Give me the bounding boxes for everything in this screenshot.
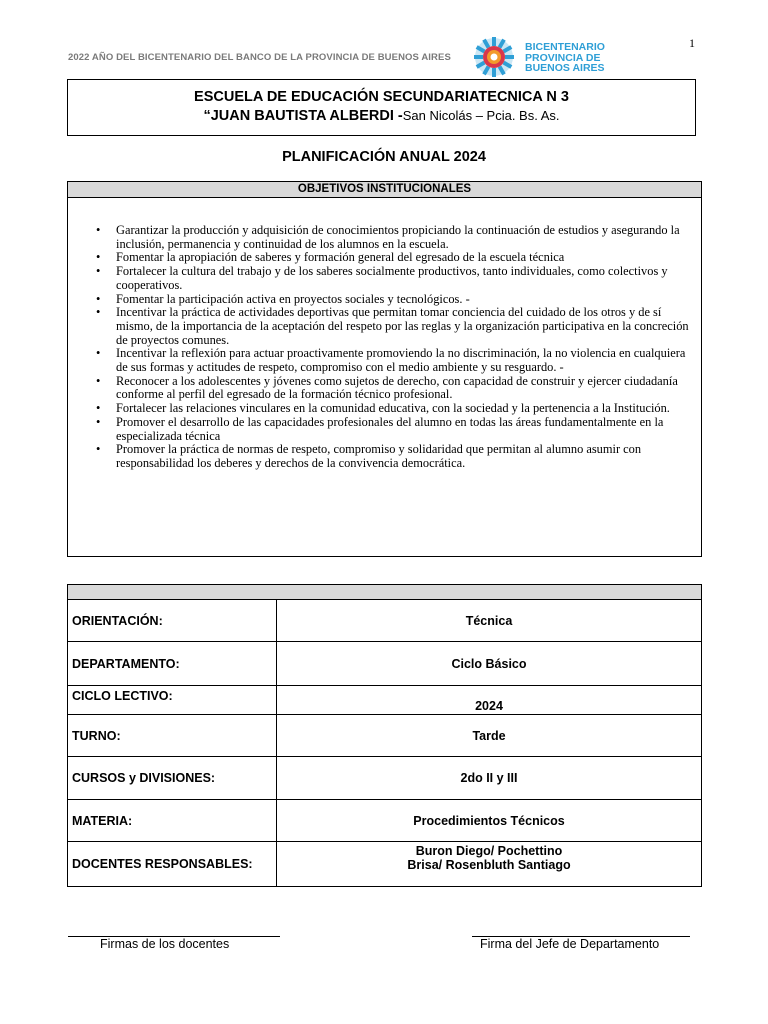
row-value: Técnica: [277, 600, 702, 642]
objective-item: • Incentivar la práctica de actividades deportivas que permitan tomar conciencia del cuidado de los otros y de sí mismo, de la importancia de la aceptación del respeto por las reglas y la organización participativa en la concreción de proyectos comunes.: [96, 306, 692, 347]
row-value: Procedimientos Técnicos: [277, 800, 702, 842]
table-row: [68, 842, 702, 887]
objective-item: • Incentivar la reflexión para actuar proactivamente promoviendo la no discriminación, la no violencia en cualquiera de sus formas y actitudes de respeto, compromiso con el medio ambiente y su resguardo. -: [96, 347, 692, 374]
page-number: 1: [689, 36, 695, 50]
row-label: MATERIA:: [68, 800, 277, 842]
table-row: [68, 686, 702, 715]
table-row: [68, 757, 702, 800]
page-title: PLANIFICACIÓN ANUAL 2024: [282, 149, 486, 165]
table-row: [68, 800, 702, 842]
signature-label-right: Firma del Jefe de Departamento: [480, 937, 660, 951]
row-label: DEPARTAMENTO:: [68, 642, 277, 686]
bicentenario-logo-text: [525, 42, 605, 74]
row-label: ORIENTACIÓN:: [68, 600, 277, 642]
row-label: CURSOS y DIVISIONES:: [68, 757, 277, 800]
school-subtitle-line: [68, 108, 695, 124]
row-value-line: Buron Diego/ Pochettino: [415, 844, 563, 858]
logo-line-1: BICENTENARIO: [525, 41, 605, 53]
objective-item: • Reconocer a los adolescentes y jóvenes como sujetos de derecho, con capacidad de construir y ejercer ciudadanía conforme al perfil del egresado de la formación técnico profesional.: [96, 375, 692, 402]
objective-item: • Garantizar la producción y adquisición de conocimientos propiciando la continuación de estudios y asegurando la inclusión, permanencia y continuidad de los alumnos en la escuela.: [96, 224, 692, 251]
course-info-table: [67, 584, 702, 887]
objective-item: • Promover el desarrollo de las capacidades profesionales del alumno en todas las áreas fundamentalmente en la especializada técnica: [96, 416, 692, 443]
row-value: Ciclo Básico: [277, 642, 702, 686]
table-header-cell: [68, 585, 702, 600]
objectives-heading: OBJETIVOS INSTITUCIONALES: [68, 182, 701, 198]
objective-item: • Fomentar la participación activa en proyectos sociales y tecnológicos. -: [96, 293, 692, 307]
table-row: [68, 600, 702, 642]
objective-item: • Fortalecer la cultura del trabajo y de los saberes socialmente productivos, tanto individuales, como colectivos y cooperativos.: [96, 265, 692, 292]
banner-text: 2022 AÑO DEL BICENTENARIO DEL BANCO DE LA PROVINCIA DE BUENOS AIRES: [68, 52, 451, 63]
objective-item: • Fortalecer las relaciones vinculares en la comunidad educativa, con la sociedad y la pertenencia a la Institución.: [96, 402, 692, 416]
row-label: DOCENTES RESPONSABLES:: [68, 842, 277, 887]
logo-line-2: PROVINCIA DE: [525, 51, 601, 64]
logo-line-3: BUENOS AIRES: [525, 62, 605, 74]
row-label: CICLO LECTIVO:: [68, 686, 277, 715]
row-value: Tarde: [277, 715, 702, 757]
objective-item: • Fomentar la apropiación de saberes y formación general del egresado de la escuela técnica: [96, 251, 692, 265]
school-location: San Nicolás – Pcia. Bs. As.: [402, 108, 560, 123]
row-value: [277, 842, 702, 887]
table-row: [68, 642, 702, 686]
table-row: [68, 715, 702, 757]
row-value-line: Brisa/ Rosenbluth Santiago: [407, 858, 571, 872]
objective-item: • Promover la práctica de normas de respeto, compromiso y solidaridad que permitan al alumno asumir con responsabilidad los deberes y derechos de la convivencia democrática.: [96, 443, 692, 470]
bicentenario-logo-icon: [470, 36, 518, 78]
school-name: ESCUELA DE EDUCACIÓN SECUNDARIATECNICA N 3: [194, 89, 569, 105]
row-value: 2do II y III: [277, 757, 702, 800]
row-label: TURNO:: [68, 715, 277, 757]
row-value: 2024: [277, 686, 702, 715]
objectives-box: [67, 181, 702, 557]
signature-label-left: Firmas de los docentes: [100, 937, 230, 951]
school-subtitle: “JUAN BAUTISTA ALBERDI -: [203, 108, 403, 124]
school-header-box: [67, 79, 696, 136]
table-header-row: [68, 585, 702, 600]
objectives-list: [96, 224, 692, 471]
